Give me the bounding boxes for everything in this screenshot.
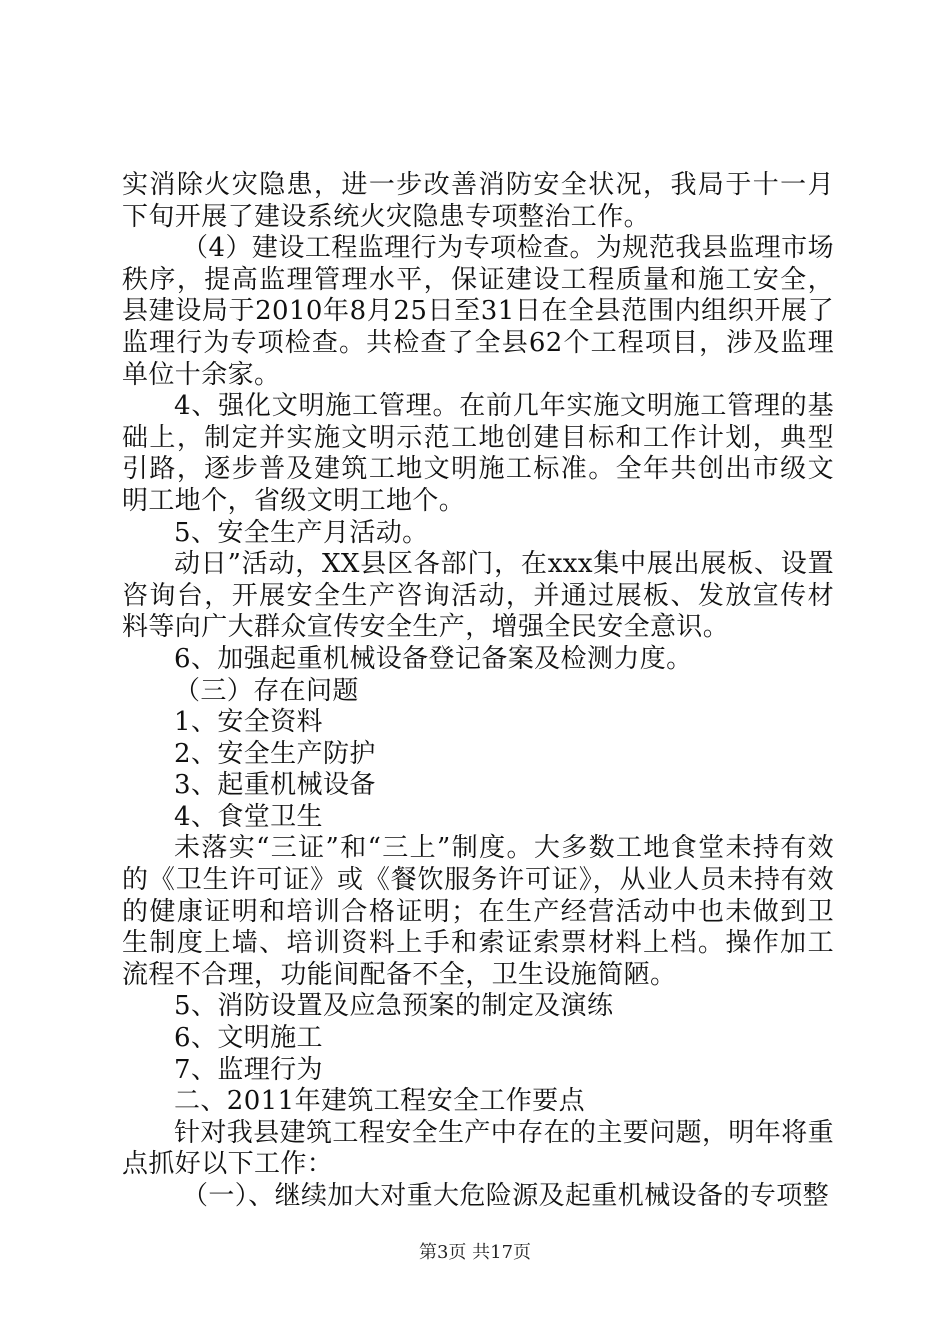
paragraph-intro: 针对我县建筑工程安全生产中存在的主要问题，明年将重点抓好以下工作： <box>122 1117 835 1180</box>
body-text <box>122 170 834 1213</box>
list-item: 5、消防设置及应急预案的制定及演练 <box>174 991 614 1022</box>
page-number-label: 第3页 共17页 <box>418 1242 532 1263</box>
paragraph-4: 5、安全生产月活动。 <box>174 517 429 548</box>
paragraph-1: 实消除火灾隐患，进一步改善消防安全状况，我局于十一月下旬开展了建设系统火灾隐患专项整治工作。 <box>122 170 834 232</box>
list-item: 7、监理行为 <box>174 1054 323 1085</box>
paragraph-last: （一）、继续加大对重大危险源及起重机械设备的专项整 <box>182 1181 830 1211</box>
paragraph-6: 6、加强起重机械设备登记备案及检测力度。 <box>174 643 693 674</box>
paragraph-5: 动日”活动，XX县区各部门，在xxx集中展出展板、设置咨询台，开展安全生产咨询活动，并通过展板、发放宣传材料等向广大群众宣传安全生产，增强全民安全意识。 <box>122 549 834 643</box>
paragraph-3: 4、强化文明施工管理。在前几年实施文明施工管理的基础上，制定并实施文明示范工地创建目标和工作计划，典型引路，逐步普及建筑工地文明施工标准。全年共创出市级文明工地个，省级文明工地个。 <box>122 391 834 516</box>
list-item: 4、食堂卫生 <box>174 801 323 832</box>
section-heading-2011: 二、2011年建筑工程安全工作要点 <box>174 1086 585 1117</box>
list-item: 6、文明施工 <box>174 1023 323 1054</box>
paragraph-2: （4）建设工程监理行为专项检查。为规范我县监理市场秩序，提高监理管理水平，保证建设工程质量和施工安全，县建设局于2010年8月25日至31日在全县范围内组织开展了监理行为专项检查。共检查了全县62个工程项目，涉及监理单位十余家。 <box>122 233 834 390</box>
list-item: 1、安全资料 <box>174 707 323 738</box>
paragraph-canteen: 未落实“三证”和“三上”制度。大多数工地食堂未持有效的《卫生许可证》或《餐饮服务许可证》，从业人员未持有效的健康证明和培训合格证明；在生产经营活动中也未做到卫生制度上墙、培训资料上手和索证索票材料上档。操作加工流程不合理，功能间配备不全，卫生设施简陋。 <box>122 833 834 990</box>
section-heading-problems: （三）存在问题 <box>174 675 359 706</box>
page-footer <box>0 1242 950 1264</box>
list-item: 2、安全生产防护 <box>174 738 376 769</box>
list-item: 3、起重机械设备 <box>174 770 376 801</box>
